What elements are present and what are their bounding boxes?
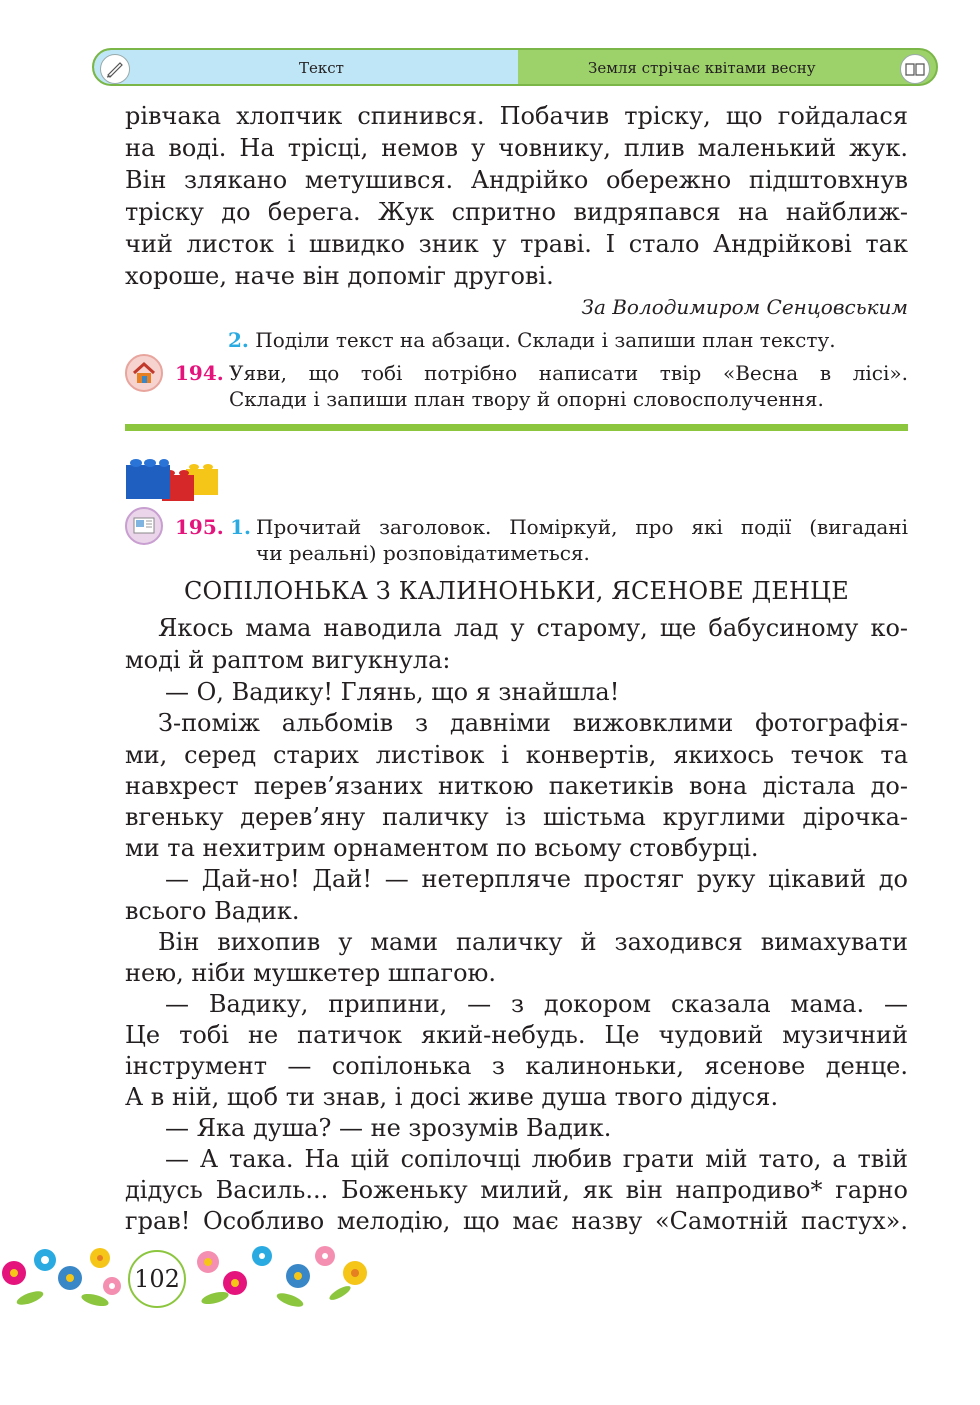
text-line: Він вихопив у мами паличку й заходився вимахувати (158, 928, 908, 956)
task-194-line-2: Склади і запиши план твору й опорні словосполучення. (229, 387, 824, 411)
task-subnumber: 1. (230, 515, 251, 539)
section-divider (125, 424, 908, 431)
task-text: Поділи текст на абзаци. Склади і запиши план тексту. (255, 328, 836, 352)
flower-garland-decoration (0, 1238, 380, 1318)
text-line: інструмент — сопілонька з калиноньки, ясенове денце. (125, 1052, 908, 1080)
task-number: 194. (175, 361, 224, 385)
text-line: всього Вадик. (125, 897, 300, 925)
text-line: Якось мама наводила лад у старому, ще бабусиному ко- (158, 614, 908, 642)
task-number: 2. (228, 328, 249, 352)
header-section-label: Текст (299, 59, 344, 77)
postcard-icon (125, 507, 163, 545)
text-line: тріску до берега. Жук спритно видряпався на найближ- (125, 198, 908, 226)
header-topic-label: Земля стрічає квітами весну (588, 59, 816, 77)
text-line: ми та нехитрим орнаментом по всьому стовбурці. (125, 834, 759, 862)
pen-icon (100, 54, 130, 84)
building-blocks-icon (124, 455, 222, 503)
text-line: — Яка душа? — не зрозумів Вадик. (165, 1114, 612, 1142)
task-195-line-2: чи реальні) розповідатиметься. (256, 541, 590, 565)
text-line: чий листок і швидко зник у траві. І стало Андрійкові так (125, 230, 908, 258)
text-line: ми, серед старих листівок і конвертів, якихось течок та (125, 741, 908, 769)
text-line: А в ній, щоб ти знав, і досі живе душа твого дідуся. (125, 1083, 779, 1111)
text-line: — Дай-но! Дай! — нетерпляче простяг руку цікавий до (165, 865, 908, 893)
text-line: моді й раптом вигукнула: (125, 646, 451, 674)
text-line: рівчака хлопчик спинився. Побачив тріску, що гойдалася (125, 102, 908, 130)
text-line: грав! Особливо мелодію, що має назву «Самотній пастух». (125, 1207, 908, 1235)
text-line: Це тобі не патичок який-небудь. Це чудовий музичний (125, 1021, 908, 1049)
book-icon (900, 54, 930, 84)
text-line: навхрест перев’язаних ниткою пакетиків вона дістала до- (125, 772, 908, 800)
text-line: на воді. На трісці, немов у човнику, плив маленький жук. (125, 134, 908, 162)
text-line: З-поміж альбомів з давніми вижовклими фотографія- (158, 709, 908, 737)
text-line: — О, Вадику! Глянь, що я знайшла! (165, 678, 620, 706)
task-195-number (175, 514, 251, 540)
story-title: СОПІЛОНЬКА З КАЛИНОНЬКИ, ЯСЕНОВЕ ДЕНЦЕ (183, 577, 850, 605)
task-194-line-1: Уяви, що тобі потрібно написати твір «Весна в лісі». (229, 361, 908, 385)
page-number: 102 (128, 1250, 186, 1308)
task-2 (228, 327, 836, 353)
home-icon (125, 354, 163, 392)
text-line: вгеньку дерев’яну паличку із шістьма круглими дірочка- (125, 803, 908, 831)
text-line: нею, ніби мушкетер шпагою. (125, 959, 497, 987)
text-line: — Вадику, припини, — з докором сказала мама. — (165, 990, 908, 1018)
author-attribution: За Володимиром Сенцовським (581, 295, 908, 319)
text-line: Він злякано метушився. Андрійко обережно підштовхнув (125, 166, 908, 194)
text-line: — А така. На цій сопілочці любив грати мій тато, а твій (165, 1145, 908, 1173)
task-195-line-1: Прочитай заголовок. Поміркуй, про які події (вигадані (256, 515, 908, 539)
text-line: дідусь Василь... Боженьку милий, як він напродиво* гарно (125, 1176, 908, 1204)
task-194-number (175, 360, 224, 386)
running-header (92, 48, 938, 86)
text-line: хороше, наче він допоміг другові. (125, 262, 554, 290)
task-number: 195. (175, 515, 224, 539)
